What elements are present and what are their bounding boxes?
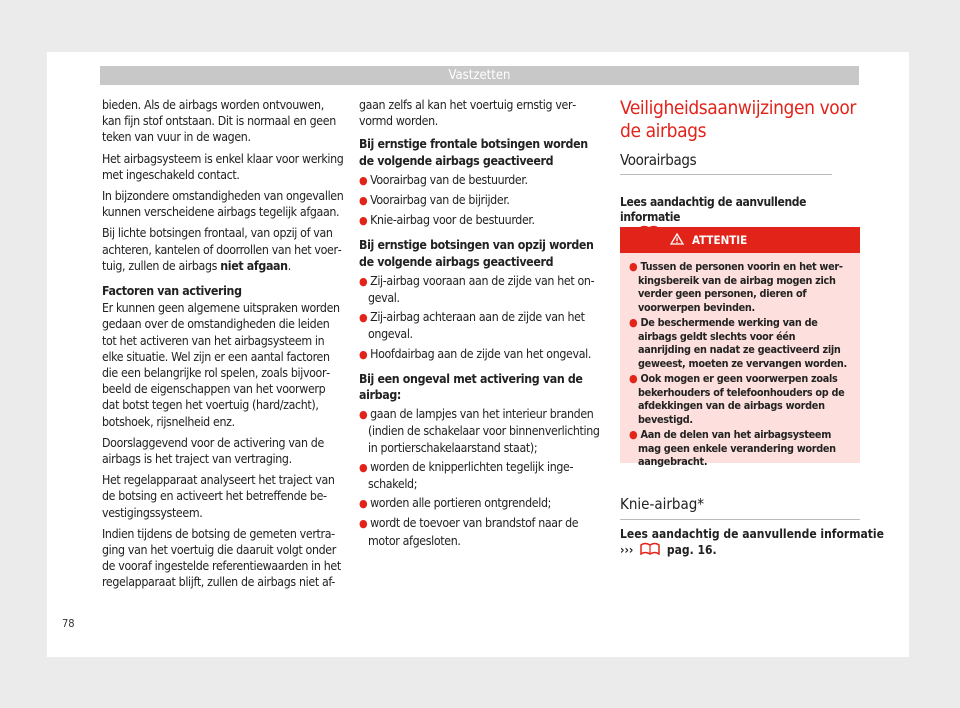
- bullet-dot-icon: ●: [359, 347, 371, 361]
- section-heading: Bij ernstige frontale botsingen worden de volgende airbags geactiveerd: [359, 137, 588, 168]
- list-item-text: Knie-airbag voor de bestuurder.: [370, 213, 535, 228]
- paragraph-text: .: [287, 258, 291, 273]
- list-item: [359, 515, 604, 548]
- list-item: [359, 273, 604, 306]
- section-title: Veiligheidsaanwijzingen voor de airbags: [620, 97, 857, 142]
- section-heading: Bij ernstige botsingen van opzij worden de volgende airbags geactiveerd: [359, 238, 594, 269]
- warning-list: [620, 253, 860, 469]
- list-item-text: Hoofdairbag aan de zijde van het ongeval.: [370, 346, 592, 361]
- bullet-dot-icon: ●: [359, 517, 371, 531]
- paragraph: [102, 225, 344, 274]
- reference-arrows: ›››: [620, 543, 634, 557]
- bullet-dot-icon: ●: [359, 408, 371, 422]
- warning-header: [620, 227, 860, 253]
- warning-item-text: Aan de delen van het airbagsysteem mag geen enkele verandering worden aangebracht.: [638, 428, 836, 468]
- warning-item-text: Tussen de personen voorin en het werkingsbereik van de airbag mogen zich verder geen personen, dieren of voorwerpen bevinden.: [638, 260, 843, 314]
- list-item-text: worden alle portieren ontgrendeld;: [370, 496, 552, 511]
- list-item: [359, 406, 604, 456]
- warning-triangle-icon: [670, 228, 684, 254]
- list-item: [359, 192, 604, 209]
- subsection-title: [620, 150, 860, 175]
- section-heading: Factoren van activering: [102, 284, 242, 299]
- bullet-list: [359, 172, 604, 230]
- bullet-dot-icon: ●: [359, 460, 371, 474]
- warning-item-text: Ook mogen er geen voorwerpen zoals bekerhouders of telefoonhouders op de afdekkingen van de airbags worden bevestigd.: [638, 372, 845, 426]
- warning-label: ATTENTIE: [692, 233, 748, 247]
- paragraph: gaan zelfs al kan het voertuig ernstig vervormd worden.: [359, 98, 577, 129]
- book-icon: [640, 542, 660, 559]
- paragraph: Indien tijdens de botsing de gemeten vertraging van het voertuig die daaruit volgt onder de vooraf ingestelde referentiewaarden in het regelapparaat blijft, zullen de airbags niet af-: [102, 526, 341, 590]
- paragraph: Doorslaggevend voor de activering van de airbags is het traject van vertraging.: [102, 435, 324, 467]
- list-item: [359, 309, 604, 342]
- warning-item-text: De beschermende werking van de airbags geldt slechts voor één aanrijding en nadat ze geactiveerd zijn geweest, moeten ze vervangen worden.: [638, 316, 847, 370]
- bullet-dot-icon: ●: [629, 260, 641, 273]
- bullet-dot-icon: ●: [359, 194, 371, 208]
- bullet-dot-icon: ●: [629, 428, 641, 441]
- warning-item: [629, 316, 850, 370]
- warning-box: [620, 227, 860, 468]
- cross-reference-text: Lees aandachtig de aanvullende informatie: [620, 195, 807, 224]
- list-item-text: gaan de lampjes van het interieur branden (indien de schakelaar voor binnenverlichting in portierschakelaarstand staat);: [368, 407, 600, 455]
- list-item-text: Voorairbag van de bijrijder.: [370, 193, 510, 208]
- running-header: Vastzetten: [100, 66, 859, 85]
- paragraph: bieden. Als de airbags worden ontvouwen, kan fijn stof ontstaan. Dit is normaal en geen teken van vuur in de wagen.: [102, 98, 336, 145]
- cross-reference: [620, 527, 884, 559]
- bullet-dot-icon: ●: [359, 311, 371, 325]
- emphasis-text: niet afgaan: [220, 258, 288, 273]
- list-item-text: Zij-airbag achteraan aan de zijde van het ongeval.: [368, 310, 585, 342]
- bullet-dot-icon: ●: [359, 497, 371, 511]
- divider: [620, 519, 860, 520]
- page-number: 78: [62, 617, 75, 630]
- paragraph: Er kunnen geen algemene uitspraken worden gedaan over de omstandigheden die leiden tot het activeren van het airbagsysteem in elke situatie. Wel zijn er een aantal factoren die een belangrijke rol spelen, zoals bijvoorbeeld de eigenschappen van het voorwerp dat botst tegen het voertuig (hard/zacht), botshoek, rijsnelheid enz.: [102, 301, 340, 429]
- list-item: [359, 346, 604, 363]
- bullet-dot-icon: ●: [359, 214, 371, 228]
- divider: [620, 174, 832, 175]
- bullet-list: [359, 406, 604, 549]
- paragraph-text: Bij lichte botsingen frontaal, van opzij of van achteren, kantelen of doorrollen van het voertuig, zullen de airbags: [102, 226, 342, 273]
- bullet-dot-icon: ●: [629, 316, 641, 329]
- paragraph: Het airbagsysteem is enkel klaar voor werking met ingeschakeld contact.: [102, 151, 344, 182]
- list-item: [359, 212, 604, 229]
- list-item: [359, 459, 604, 492]
- bullet-dot-icon: ●: [359, 173, 371, 187]
- bullet-dot-icon: ●: [359, 274, 371, 288]
- column-3: [620, 97, 860, 242]
- list-item-text: Zij-airbag vooraan aan de zijde van het ongeval.: [368, 273, 595, 306]
- page-reference-link[interactable]: pag. 16.: [666, 543, 717, 557]
- bullet-dot-icon: ●: [629, 372, 641, 385]
- list-item-text: worden de knipperlichten tegelijk ingeschakeld;: [368, 459, 574, 492]
- warning-item: [629, 260, 850, 314]
- paragraph: Het regelapparaat analyseert het traject van de botsing en activeert het betreffende bevestigingssysteem.: [102, 473, 335, 520]
- cross-reference-text: Lees aandachtig de aanvullende informatie: [620, 527, 884, 541]
- warning-item: [629, 372, 850, 426]
- bullet-list: [359, 273, 604, 363]
- subsection-title: Knie-airbag*: [620, 495, 705, 513]
- list-item: [359, 172, 604, 189]
- warning-item: [629, 428, 850, 469]
- column-1: [102, 97, 344, 596]
- column-2: [359, 97, 604, 553]
- subsection-title-text: Voorairbags: [620, 151, 697, 169]
- list-item-text: wordt de toevoer van brandstof naar de motor afgesloten.: [368, 516, 579, 548]
- list-item-text: Voorairbag van de bestuurder.: [370, 172, 528, 187]
- section-heading: Bij een ongeval met activering van de airbag:: [359, 371, 583, 403]
- paragraph: In bijzondere omstandigheden van ongevallen kunnen verscheidene airbags tegelijk afgaan.: [102, 189, 344, 220]
- list-item: [359, 495, 604, 512]
